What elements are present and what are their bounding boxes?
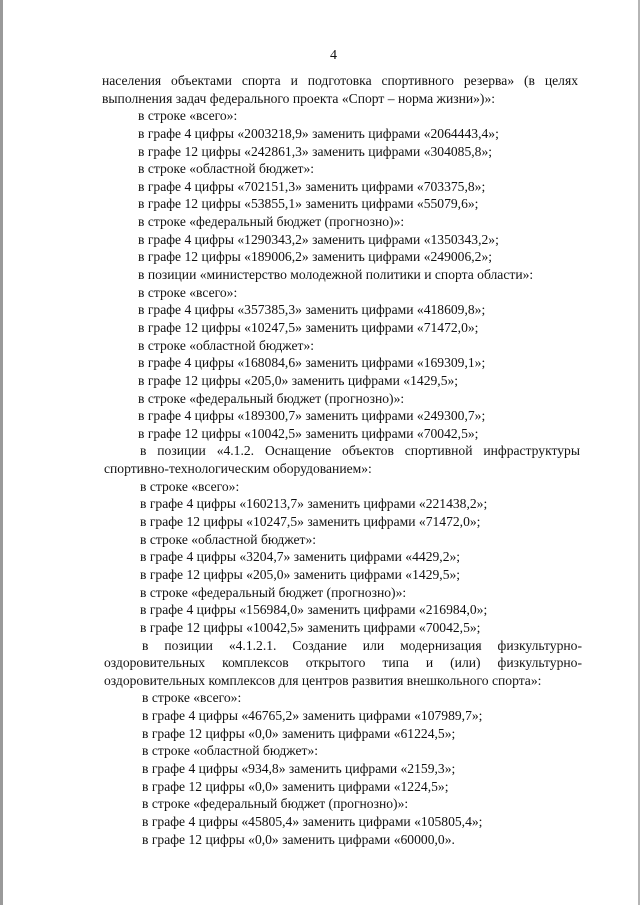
text-line: в позиции «министерство молодежной политики и спорта области»: — [138, 267, 534, 283]
text-line: в строке «областной бюджет»: — [140, 531, 317, 547]
text-line: в графе 4 цифры «156984,0» заменить цифрами «216984,0»; — [140, 602, 488, 618]
text-line: в графе 4 цифры «357385,3» заменить цифрами «418609,8»; — [138, 302, 486, 318]
text-line: в строке «областной бюджет»: — [142, 743, 319, 759]
text-line: в графе 12 цифры «10247,5» заменить цифрами «71472,0»; — [138, 319, 479, 335]
document-body — [0, 72, 640, 848]
text-line: в графе 12 цифры «53855,1» заменить цифрами «55079,6»; — [138, 196, 479, 212]
page-number: 4 — [330, 48, 337, 63]
text-line: в графе 12 цифры «205,0» заменить цифрами «1429,5»; — [140, 566, 461, 582]
text-line: в графе 4 цифры «46765,2» заменить цифрами «107989,7»; — [142, 708, 483, 724]
text-line: спортивно-технологическим оборудованием»: — [104, 461, 372, 477]
text-line: в графе 12 цифры «10247,5» заменить цифрами «71472,0»; — [140, 514, 481, 530]
text-line: в графе 4 цифры «168084,6» заменить цифрами «169309,1»; — [138, 355, 486, 371]
text-line: в графе 4 цифры «702151,3» заменить цифрами «703375,8»; — [138, 178, 486, 194]
text-line: в графе 4 цифры «3204,7» заменить цифрами «4429,2»; — [140, 549, 461, 565]
text-line: в строке «федеральный бюджет (прогнозно)»: — [138, 214, 405, 230]
text-line: населения объектами спорта и подготовка спортивного резерва» (в целях — [102, 73, 578, 88]
text-line: в строке «федеральный бюджет (прогнозно)»: — [142, 796, 409, 812]
text-line: в графе 4 цифры «189300,7» заменить цифрами «249300,7»; — [138, 408, 486, 424]
text-line: в строке «областной бюджет»: — [138, 337, 315, 353]
text-line: в позиции «4.1.2. Оснащение объектов спортивной инфраструктуры — [140, 443, 580, 459]
text-line: в графе 4 цифры «160213,7» заменить цифрами «221438,2»; — [140, 496, 488, 512]
text-line: в графе 12 цифры «10042,5» заменить цифрами «70042,5»; — [138, 425, 479, 441]
text-line: в строке «федеральный бюджет (прогнозно)»: — [140, 584, 407, 600]
text-line: в графе 12 цифры «10042,5» заменить цифрами «70042,5»; — [140, 619, 481, 635]
text-line: в строке «всего»: — [138, 108, 238, 124]
text-line: оздоровительных комплексов открытого типа и (или) физкультурно- — [104, 655, 582, 671]
text-line: в позиции «4.1.2.1. Создание или модернизация физкультурно- — [142, 637, 582, 653]
text-line: в графе 12 цифры «189006,2» заменить цифрами «249006,2»; — [138, 249, 493, 265]
text-line: в строке «всего»: — [140, 478, 240, 494]
text-line: в графе 4 цифры «2003218,9» заменить цифрами «2064443,4»; — [138, 125, 499, 141]
text-line: в строке «всего»: — [142, 690, 242, 706]
text-line: в строке «областной бюджет»: — [138, 161, 315, 177]
text-line: в графе 12 цифры «0,0» заменить цифрами «1224,5»; — [142, 778, 449, 794]
text-line: в графе 4 цифры «45805,4» заменить цифрами «105805,4»; — [142, 813, 483, 829]
text-line: оздоровительных комплексов для центров развития внешкольного спорта»: — [104, 672, 542, 688]
text-line: в графе 12 цифры «0,0» заменить цифрами «60000,0». — [142, 831, 455, 847]
text-line: в графе 12 цифры «205,0» заменить цифрами «1429,5»; — [138, 372, 459, 388]
text-line: в графе 4 цифры «1290343,2» заменить цифрами «1350343,2»; — [138, 231, 499, 247]
text-line: в графе 4 цифры «934,8» заменить цифрами «2159,3»; — [142, 760, 456, 776]
text-line: в графе 12 цифры «0,0» заменить цифрами «61224,5»; — [142, 725, 456, 741]
text-line: в графе 12 цифры «242861,3» заменить цифрами «304085,8»; — [138, 143, 493, 159]
text-line: в строке «всего»: — [138, 284, 238, 300]
text-line: выполнения задач федерального проекта «Спорт – норма жизни»)»: — [102, 90, 496, 106]
text-line: в строке «федеральный бюджет (прогнозно)»: — [138, 390, 405, 406]
